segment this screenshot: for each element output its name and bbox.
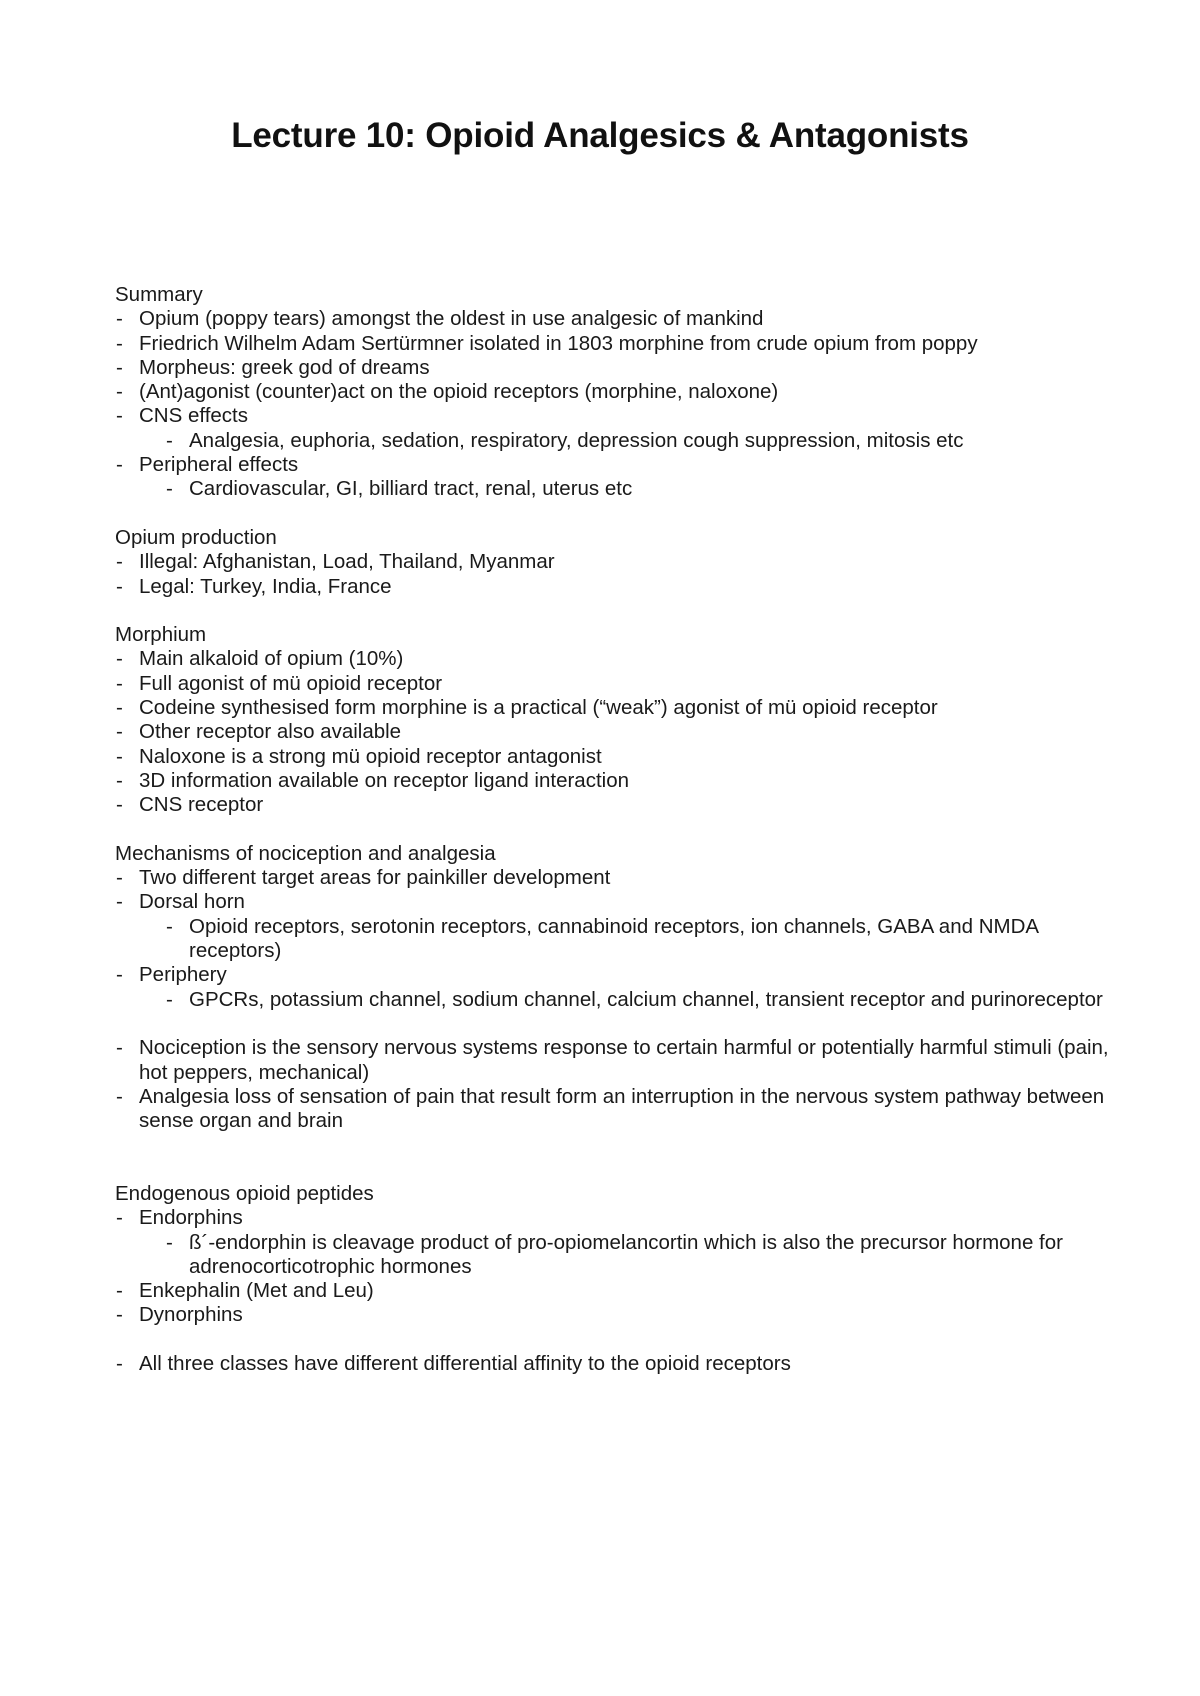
- section-mechanisms: [115, 842, 1125, 1134]
- list-item: - Dorsal horn: [115, 890, 1125, 914]
- list-item: - Friedrich Wilhelm Adam Sertürmner isolated in 1803 morphine from crude opium from poppy: [115, 332, 1125, 356]
- list-item: - 3D information available on receptor ligand interaction: [115, 769, 1125, 793]
- list-item: - Two different target areas for painkiller development: [115, 866, 1125, 890]
- bullet-list: [115, 307, 1125, 501]
- list-item: - Illegal: Afghanistan, Load, Thailand, Myanmar: [115, 550, 1125, 574]
- list-item: - (Ant)agonist (counter)act on the opioid receptors (morphine, naloxone): [115, 380, 1125, 404]
- list-item: - All three classes have different differential affinity to the opioid receptors: [115, 1352, 1125, 1376]
- section-endogenous: [115, 1182, 1125, 1376]
- bullet-list: [115, 1352, 1125, 1376]
- section-summary: [115, 283, 1125, 502]
- bullet-list: [115, 550, 1125, 599]
- list-item: - CNS receptor: [115, 793, 1125, 817]
- list-item: - Opium (poppy tears) amongst the oldest in use analgesic of mankind: [115, 307, 1125, 331]
- spacer: [115, 1328, 1125, 1352]
- document-body: [115, 283, 1125, 1401]
- sub-list-item: - Opioid receptors, serotonin receptors, cannabinoid receptors, ion channels, GABA and NMDA receptors): [115, 915, 1125, 964]
- list-item: - CNS effects: [115, 404, 1125, 428]
- list-item: - Codeine synthesised form morphine is a practical (“weak”) agonist of mü opioid receptor: [115, 696, 1125, 720]
- list-item: - Dynorphins: [115, 1303, 1125, 1327]
- bullet-list: [115, 647, 1125, 817]
- list-item: - Endorphins: [115, 1206, 1125, 1230]
- sub-list-item: - ß´-endorphin is cleavage product of pro-opiomelancortin which is also the precursor hormone for adrenocorticotrophic hormones: [115, 1231, 1125, 1280]
- bullet-list: [115, 1036, 1125, 1133]
- list-item: - Nociception is the sensory nervous systems response to certain harmful or potentially harmful stimuli (pain, hot peppers, mechanical): [115, 1036, 1125, 1085]
- sub-list-item: - GPCRs, potassium channel, sodium channel, calcium channel, transient receptor and purinoreceptor: [115, 988, 1125, 1012]
- list-item: - Enkephalin (Met and Leu): [115, 1279, 1125, 1303]
- section-opium-production: [115, 526, 1125, 599]
- spacer: [115, 1012, 1125, 1036]
- section-heading: Mechanisms of nociception and analgesia: [115, 841, 496, 865]
- list-item: - Full agonist of mü opioid receptor: [115, 672, 1125, 696]
- list-item: - Naloxone is a strong mü opioid receptor antagonist: [115, 745, 1125, 769]
- page-title: Lecture 10: Opioid Analgesics & Antagonists: [231, 116, 969, 155]
- bullet-list: [115, 866, 1125, 1012]
- bullet-list: [115, 1206, 1125, 1327]
- sub-list-item: - Analgesia, euphoria, sedation, respiratory, depression cough suppression, mitosis etc: [115, 429, 1125, 453]
- sub-list-item: - Cardiovascular, GI, billiard tract, renal, uterus etc: [115, 477, 1125, 501]
- list-item: - Periphery: [115, 963, 1125, 987]
- section-heading: Morphium: [115, 623, 207, 647]
- section-heading: Summary: [115, 283, 203, 306]
- list-item: - Other receptor also available: [115, 720, 1125, 744]
- section-morphium: [115, 623, 1125, 817]
- list-item: - Main alkaloid of opium (10%): [115, 647, 1125, 671]
- list-item: - Analgesia loss of sensation of pain that result form an interruption in the nervous system pathway between sense organ and brain: [115, 1085, 1125, 1134]
- list-item: - Legal: Turkey, India, France: [115, 575, 1125, 599]
- list-item: - Peripheral effects: [115, 453, 1125, 477]
- section-heading: Endogenous opioid peptides: [115, 1181, 374, 1205]
- section-heading: Opium production: [115, 525, 277, 549]
- list-item: - Morpheus: greek god of dreams: [115, 356, 1125, 380]
